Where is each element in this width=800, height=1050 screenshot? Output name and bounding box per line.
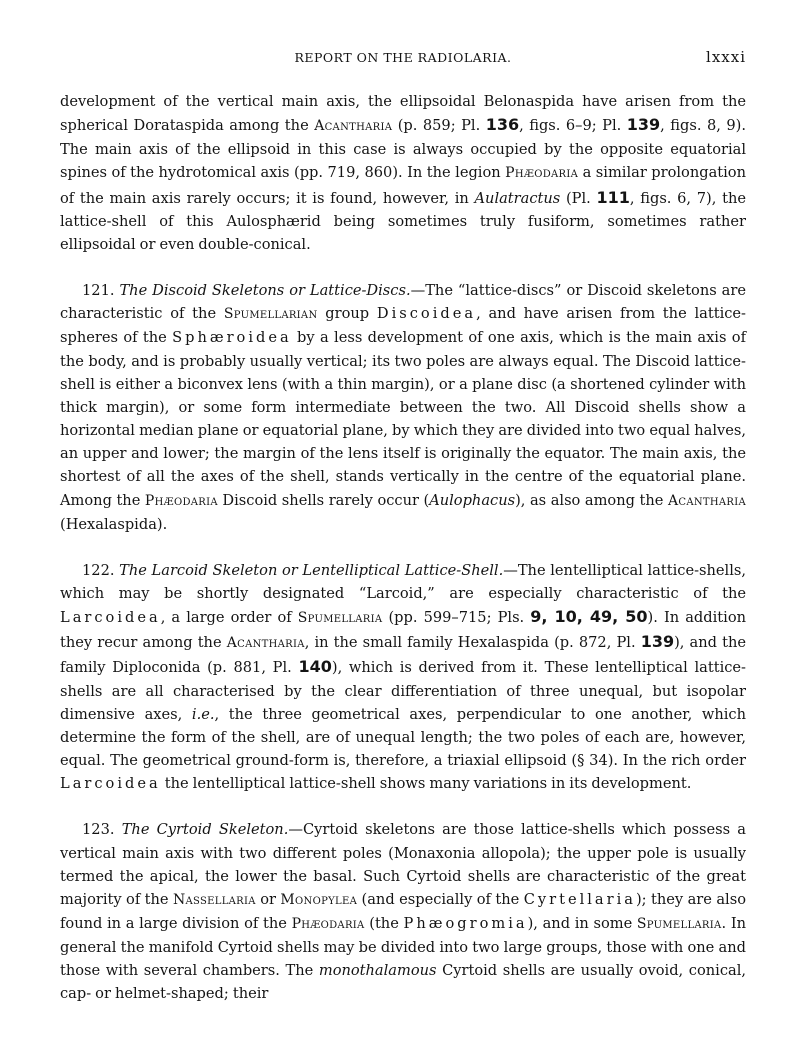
section-121: 121. The Discoid Skeletons or Lattice-Discs.—The “lattice-discs” or Discoid skeletons are characteristic of the Spumellarian group Discoidea, and have arisen from the lattice-spheres of the Sphæroidea by a less development of one axis, which is the main axis of the body, and is probably usually vertical; its two poles are always equal. The Discoid lattice-shell is either a biconvex lens (with a thin margin), or a plane disc (a shortened cylinder with thick margin), or some form intermediate between the two. All Discoid shells show a horizontal median plane or equatorial plane, by which they are divided into two equal halves, an upper and lower; the margin of the lens itself is originally the equator. The main axis, the shortest of all the axes of the shell, stands vertically in the centre of the equatorial plane. Among the Phæodaria Discoid shells rarely occur (Aulophacus), as also among the Acantharia (Hexalaspida).: [60, 282, 746, 533]
running-title: REPORT ON THE RADIOLARIA.: [294, 50, 512, 65]
section-number: 122.: [82, 561, 120, 579]
plate-ref: 111: [596, 187, 630, 207]
taxon-name: Acantharia: [667, 492, 746, 509]
section-title: The Cyrtoid Skeleton.: [121, 821, 289, 839]
page-number: lxxxi: [706, 48, 746, 66]
plate-ref: 9, 10, 49, 50: [530, 607, 648, 627]
plate-ref: 140: [298, 657, 332, 677]
taxon-name: Monopylea: [280, 891, 358, 908]
plate-ref: 139: [626, 115, 661, 135]
taxon-name-spaced: Cyrtellaria: [523, 890, 636, 908]
emphasis: monothalamous: [318, 962, 437, 980]
section-123: 123. The Cyrtoid Skeleton.—Cyrtoid skeletons are those lattice-shells which possess a vertical main axis with two different poles (Monaxonia allopola); the upper pole is usually termed the apical, the lower the basal. Such Cyrtoid shells are characteristic of the great majority of the Nassellaria or Monopylea (and especially of the Cyrtellaria); they are also found in a large division of the Phæodaria (the Phæogromia), and in some Spumellaria. In general the manifold Cyrtoid shells may be divided into two large groups, those with one and those with several chambers. The monothalamous Cyrtoid shells are usually ovoid, conical, cap- or helmet-shaped; their: [60, 821, 747, 1003]
section-number: 121.: [82, 282, 120, 300]
taxon-name: Nassellaria: [172, 891, 256, 908]
taxon-name: Phæodaria: [144, 492, 218, 509]
paragraph-continuation: development of the vertical main axis, the ellipsoidal Belonaspida have arisen from the spherical Dorataspida among the Acantharia (p. 859; Pl. 136, figs. 6–9; Pl. 139, figs. 8, 9). The main axis of the ellipsoid in this case is always occupied by the opposite equatorial spines of the hydrotomical axis (pp. 719, 860). In the legion Phæodaria a similar prolongation of the main axis rarely occurs; it is found, however, in Aulatractus (Pl. 111, figs. 6, 7), the lattice-shell of this Aulosphærid being sometimes truly fusiform, sometimes rather ellipsoidal or even double-conical.: [60, 93, 746, 253]
taxon-name: Spumellaria: [636, 916, 722, 932]
taxon-name-spaced: Discoidea: [376, 305, 477, 323]
taxon-name: Phæodaria: [505, 165, 579, 182]
abbreviation: i.e.: [191, 705, 215, 723]
taxon-name: Acantharia: [314, 118, 393, 135]
taxon-name: Acantharia: [226, 635, 305, 652]
genus-name: Aulatractus: [474, 189, 561, 207]
taxon-name-spaced: Larcoidea: [60, 775, 161, 793]
taxon-name-spaced: Sphæroidea: [172, 329, 292, 347]
page-header: [60, 50, 746, 74]
genus-name: Aulophacus: [429, 491, 516, 509]
taxon-name: Spumellaria: [297, 610, 383, 627]
taxon-name: Spumellarian: [223, 306, 318, 323]
section-title: The Larcoid Skeleton or Lentelliptical Lattice-Shell.: [119, 561, 504, 579]
plate-ref: 139: [640, 632, 675, 652]
section-number: 123.: [82, 821, 122, 839]
taxon-name-spaced: Phæogromia: [403, 915, 528, 932]
section-title: The Discoid Skeletons or Lattice-Discs.: [119, 282, 411, 300]
taxon-name: Phæodaria: [291, 916, 365, 932]
plate-ref: 136: [485, 115, 520, 135]
section-122: 122. The Larcoid Skeleton or Lentelliptical Lattice-Shell.—The lentelliptical lattice-shells, which may be shortly designated “Larcoid,” are especially characteristic of the Larcoidea, a large order of Spumellaria (pp. 599–715; Pls. 9, 10, 49, 50). In addition they recur among the Acantharia, in the small family Hexalaspida (p. 872, Pl. 139), and the family Diploconida (p. 881, Pl. 140), which is derived from it. These lentelliptical lattice-shells are all characterised by the clear differentiation of three unequal, but isopolar dimensive axes, i.e., the three geometrical axes, perpendicular to one another, which determine the form of the shell, are of unequal length; the two poles of each are, however, equal. The geometrical ground-form is, therefore, a triaxial ellipsoid (§ 34). In the rich order Larcoidea the lentelliptical lattice-shell shows many variations in its development.: [60, 561, 747, 793]
taxon-name-spaced: Larcoidea: [60, 609, 161, 627]
text-body: [60, 90, 746, 1006]
